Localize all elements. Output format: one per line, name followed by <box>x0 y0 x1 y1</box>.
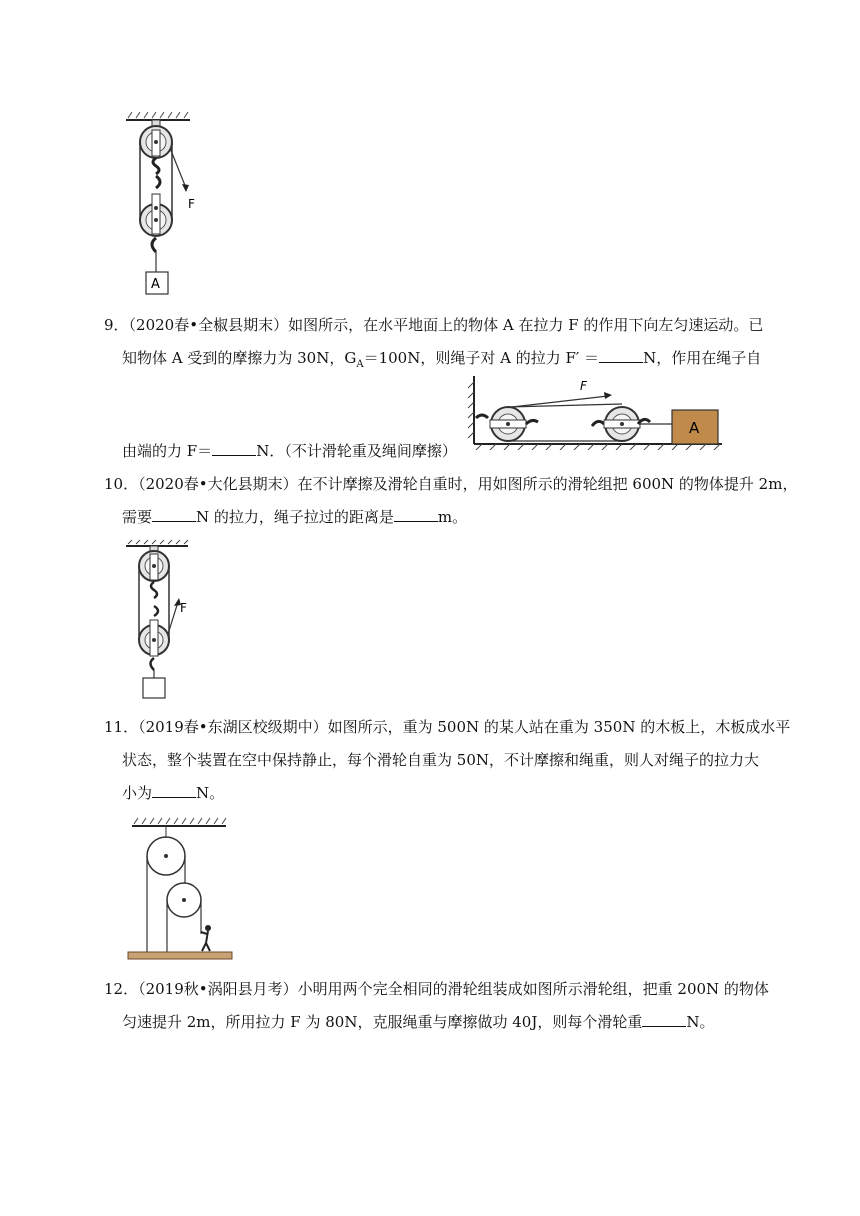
question-9-line-1: 9．（2020春•全椒县期末）如图所示，在水平地面上的物体 A 在拉力 F 的作用下向左匀速运动。已 <box>104 316 764 334</box>
block-label-q8: A <box>151 277 160 292</box>
question-11-line-1: 11．（2019春•东湖区校级期中）如图所示，重为 500N 的某人站在重为 350N 的木板上，木板成水平 <box>104 718 791 736</box>
question-12-line-1: 12．（2019秋•涡阳县月考）小明用两个完全相同的滑轮组装成如图所示滑轮组，把重 200N 的物体 <box>104 980 769 998</box>
question-9-line-3: 由端的力 F＝ N．（不计滑轮重及绳间摩擦） <box>122 442 457 460</box>
question-12-source: （2019秋•涡阳县月考） <box>138 980 298 998</box>
pulley-figure-q9 <box>462 376 724 450</box>
question-11-source: （2019春•东湖区校级期中） <box>138 718 328 736</box>
block-label-q9: A <box>689 419 700 437</box>
answer-blank[interactable] <box>212 441 256 456</box>
answer-blank[interactable] <box>599 348 643 363</box>
question-11-number: 11． <box>104 718 139 736</box>
question-11-line-2: 状态，整个装置在空中保持静止，每个滑轮自重为 50N，不计摩擦和绳重，则人对绳子的拉力大 <box>122 751 759 769</box>
question-12-number: 12． <box>104 980 139 998</box>
question-11-line-3: 小为 N。 <box>122 784 225 802</box>
question-10-line-2: 需要 N 的拉力，绳子拉过的距离是 m。 <box>122 508 468 526</box>
question-9-number: 9． <box>104 316 129 334</box>
force-label-q8: F <box>188 197 195 211</box>
answer-blank[interactable] <box>394 507 438 522</box>
answer-blank[interactable] <box>152 783 196 798</box>
question-9-line-2: 知物体 A 受到的摩擦力为 30N，$G_A=100N$，则绳子对 A 的拉力 F′ ＝ N，作用在绳子自 <box>122 349 762 370</box>
question-9-source: （2020春•全椒县期末） <box>128 316 289 334</box>
question-10-line-1: 10．（2020春•大化县期末）在不计摩擦及滑轮自重时，用如图所示的滑轮组把 600N 的物体提升 2m， <box>104 475 798 493</box>
pulley-figure-q10 <box>118 540 218 702</box>
answer-blank[interactable] <box>152 507 196 522</box>
pulley-figure-q8 <box>118 108 228 300</box>
force-label-q10: F <box>180 601 187 615</box>
force-label-q9: F <box>580 379 587 393</box>
answer-blank[interactable] <box>642 1012 686 1027</box>
question-10-source: （2020春•大化县期末） <box>138 475 298 493</box>
question-12-line-2: 匀速提升 2m，所用拉力 F 为 80N，克服绳重与摩擦做功 40J，则每个滑轮重 N。 <box>122 1013 715 1031</box>
question-10-number: 10． <box>104 475 139 493</box>
pulley-figure-q11 <box>126 816 236 962</box>
